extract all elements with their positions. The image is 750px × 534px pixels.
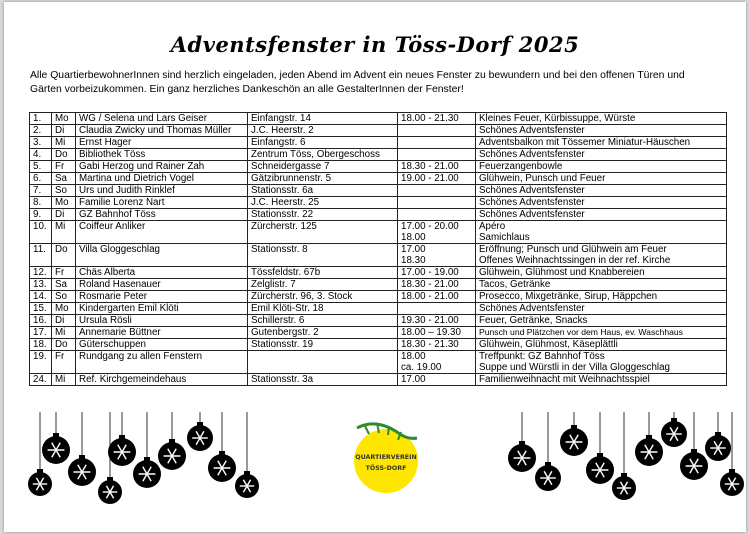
cell-number: 18.	[30, 339, 52, 351]
cell-host: WG / Selena und Lars Geiser	[76, 113, 248, 125]
cell-info: Tacos, Getränke	[476, 279, 727, 291]
cell-address: Einfangstr. 6	[248, 137, 398, 149]
cell-weekday: Fr	[52, 267, 76, 279]
cell-info: Familienweihnacht mit Weihnachtsspiel	[476, 374, 727, 386]
cell-info: Glühwein, Glühmost und Knabbereien	[476, 267, 727, 279]
cell-address: Zelglistr. 7	[248, 279, 398, 291]
calendar-row	[30, 113, 727, 125]
calendar-row	[30, 351, 727, 374]
calendar-row	[30, 339, 727, 351]
cell-host: GZ Bahnhof Töss	[76, 209, 248, 221]
cell-number: 7.	[30, 185, 52, 197]
cell-host: Bibliothek Töss	[76, 149, 248, 161]
cell-host: Claudia Zwicky und Thomas Müller	[76, 125, 248, 137]
cell-number: 14.	[30, 291, 52, 303]
cell-host: Rundgang zu allen Fenstern	[76, 351, 248, 374]
cell-weekday: Di	[52, 125, 76, 137]
cell-info: Glühwein, Glühmost, Käseplättli	[476, 339, 727, 351]
cell-number: 3.	[30, 137, 52, 149]
intro-text	[30, 69, 730, 96]
cell-weekday: Sa	[52, 173, 76, 185]
cell-info: Prosecco, Mixgetränke, Sirup, Häppchen	[476, 291, 727, 303]
cell-weekday: Do	[52, 339, 76, 351]
calendar-row	[30, 197, 727, 209]
cell-host: Ursula Rösli	[76, 315, 248, 327]
cell-address: Stationsstr. 19	[248, 339, 398, 351]
calendar-row	[30, 267, 727, 279]
cell-host: Roland Hasenauer	[76, 279, 248, 291]
cell-host: Martina und Dietrich Vogel	[76, 173, 248, 185]
cell-address: J.C. Heerstr. 25	[248, 197, 398, 209]
cell-time: 18.00 ca. 19.00	[398, 351, 476, 374]
cell-number: 4.	[30, 149, 52, 161]
calendar-row	[30, 125, 727, 137]
cell-info: Glühwein, Punsch und Feuer	[476, 173, 727, 185]
cell-time: 19.00 - 21.00	[398, 173, 476, 185]
ornaments-left	[22, 412, 262, 522]
advent-calendar-table	[29, 112, 727, 386]
cell-address: Gätzibrunnenstr. 5	[248, 173, 398, 185]
cell-weekday: Fr	[52, 351, 76, 374]
cell-time: 18.30 - 21.00	[398, 161, 476, 173]
cell-time: 18.00 - 21.30	[398, 113, 476, 125]
ornament-icon	[705, 412, 731, 461]
cell-number: 1.	[30, 113, 52, 125]
calendar-row	[30, 137, 727, 149]
cell-number: 9.	[30, 209, 52, 221]
cell-number: 15.	[30, 303, 52, 315]
quartierverein-logo	[343, 414, 425, 496]
logo-line-1: QUARTIERVEREIN	[355, 454, 417, 461]
calendar-row	[30, 221, 727, 244]
cell-time	[398, 185, 476, 197]
ornament-icon	[680, 412, 708, 480]
cell-time	[398, 137, 476, 149]
ornament-icon	[158, 412, 186, 470]
cell-info: Schönes Adventsfenster	[476, 197, 727, 209]
ornament-icon	[508, 412, 536, 472]
cell-info: Schönes Adventsfenster	[476, 185, 727, 197]
cell-address: Schneidergasse 7	[248, 161, 398, 173]
cell-time: 18.00 – 19.30	[398, 327, 476, 339]
ornament-icon	[187, 412, 213, 451]
cell-address: Stationsstr. 8	[248, 244, 398, 267]
cell-address: Stationsstr. 6a	[248, 185, 398, 197]
cell-number: 2.	[30, 125, 52, 137]
logo-line-2: TÖSS-DORF	[365, 465, 407, 472]
cell-time: 17.00 - 19.00	[398, 267, 476, 279]
ornament-icon	[208, 412, 236, 482]
ornament-icon	[560, 412, 588, 456]
cell-info: Feuerzangenbowle	[476, 161, 727, 173]
cell-address: Schillerstr. 6	[248, 315, 398, 327]
ornament-icon	[661, 412, 687, 447]
cell-weekday: Mo	[52, 113, 76, 125]
cell-address: Einfangstr. 14	[248, 113, 398, 125]
cell-weekday: Di	[52, 315, 76, 327]
cell-host: Coiffeur Anliker	[76, 221, 248, 244]
cell-weekday: Di	[52, 209, 76, 221]
cell-time	[398, 209, 476, 221]
cell-info: Eröffnung; Punsch und Glühwein am Feuer Offenes Weihnachtssingen in der ref. Kirche	[476, 244, 727, 267]
cell-time	[398, 149, 476, 161]
cell-number: 16.	[30, 315, 52, 327]
cell-time: 19.30 - 21.00	[398, 315, 476, 327]
cell-number: 17.	[30, 327, 52, 339]
cell-address: Zürcherstr. 125	[248, 221, 398, 244]
calendar-row	[30, 244, 727, 267]
calendar-row	[30, 374, 727, 386]
cell-weekday: Mi	[52, 374, 76, 386]
cell-host: Annemarie Büttner	[76, 327, 248, 339]
cell-weekday: Do	[52, 149, 76, 161]
cell-host: Familie Lorenz Nart	[76, 197, 248, 209]
cell-host: Rosmarie Peter	[76, 291, 248, 303]
cell-weekday: Mo	[52, 303, 76, 315]
calendar-row	[30, 173, 727, 185]
calendar-row	[30, 303, 727, 315]
cell-address: Tössfeldstr. 67b	[248, 267, 398, 279]
cell-number: 8.	[30, 197, 52, 209]
ornament-icon	[535, 412, 561, 491]
cell-number: 12.	[30, 267, 52, 279]
intro-line-1: Alle QuartierbewohnerInnen sind herzlich eingeladen, jeden Abend im Advent ein neues Fenster zu bewundern und bei den offenen Türen und	[30, 70, 685, 81]
cell-host: Villa Gloggeschlag	[76, 244, 248, 267]
calendar-row	[30, 161, 727, 173]
cell-weekday: Sa	[52, 279, 76, 291]
cell-number: 6.	[30, 173, 52, 185]
ornament-icon	[68, 412, 96, 486]
cell-address: Emil Klöti-Str. 18	[248, 303, 398, 315]
cell-info: Treffpunkt: GZ Bahnhof Töss Suppe und Würstli in der Villa Gloggeschlag	[476, 351, 727, 374]
calendar-row	[30, 209, 727, 221]
cell-address: J.C. Heerstr. 2	[248, 125, 398, 137]
cell-time: 18.00 - 21.00	[398, 291, 476, 303]
calendar-row	[30, 149, 727, 161]
cell-info: Schönes Adventsfenster	[476, 303, 727, 315]
cell-weekday: Mi	[52, 327, 76, 339]
cell-time	[398, 125, 476, 137]
cell-info: Schönes Adventsfenster	[476, 125, 727, 137]
calendar-row	[30, 327, 727, 339]
cell-time: 17.00	[398, 374, 476, 386]
cell-host: Ernst Hager	[76, 137, 248, 149]
calendar-row	[30, 279, 727, 291]
ornament-icon	[612, 412, 636, 500]
cell-number: 13.	[30, 279, 52, 291]
cell-weekday: So	[52, 185, 76, 197]
cell-weekday: Mi	[52, 221, 76, 244]
calendar-row	[30, 185, 727, 197]
cell-info: Kleines Feuer, Kürbissuppe, Würste	[476, 113, 727, 125]
ornament-icon	[635, 412, 663, 466]
cell-host: Ref. Kirchgemeindehaus	[76, 374, 248, 386]
cell-number: 24.	[30, 374, 52, 386]
page-title: Adventsfenster in Töss-Dorf 2025	[170, 32, 580, 57]
cell-number: 5.	[30, 161, 52, 173]
cell-address: Zentrum Töss, Obergeschoss	[248, 149, 398, 161]
cell-host: Kindergarten Emil Klöti	[76, 303, 248, 315]
cell-time	[398, 303, 476, 315]
cell-host: Urs und Judith Rinklef	[76, 185, 248, 197]
cell-info: Adventsbalkon mit Tössemer Miniatur-Häuschen	[476, 137, 727, 149]
cell-time: 17.00 18.30	[398, 244, 476, 267]
calendar-row	[30, 291, 727, 303]
ornament-icon	[586, 412, 614, 484]
cell-address	[248, 351, 398, 374]
ornament-icon	[133, 412, 161, 488]
cell-address: Stationsstr. 3a	[248, 374, 398, 386]
calendar-row	[30, 315, 727, 327]
ornament-icon	[235, 412, 259, 498]
cell-address: Gutenbergstr. 2	[248, 327, 398, 339]
ornaments-right	[504, 412, 744, 522]
cell-number: 11.	[30, 244, 52, 267]
cell-address: Zürcherstr. 96, 3. Stock	[248, 291, 398, 303]
cell-time: 17.00 - 20.00 18.00	[398, 221, 476, 244]
cell-info: Schönes Adventsfenster	[476, 209, 727, 221]
cell-weekday: So	[52, 291, 76, 303]
cell-weekday: Fr	[52, 161, 76, 173]
cell-info: Feuer, Getränke, Snacks	[476, 315, 727, 327]
cell-weekday: Mo	[52, 197, 76, 209]
cell-weekday: Mi	[52, 137, 76, 149]
intro-line-2: Gärten vorbeizukommen. Ein ganz herzliches Dankeschön an alle GestalterInnen der Fenster!	[30, 83, 464, 95]
cell-info: Apéro Samichlaus	[476, 221, 727, 244]
cell-info: Punsch und Plätzchen vor dem Haus, ev. Waschhaus	[476, 327, 727, 339]
cell-host: Gabi Herzog und Rainer Zah	[76, 161, 248, 173]
cell-time: 18.30 - 21.00	[398, 279, 476, 291]
cell-weekday: Do	[52, 244, 76, 267]
cell-number: 10.	[30, 221, 52, 244]
cell-info: Schönes Adventsfenster	[476, 149, 727, 161]
cell-time	[398, 197, 476, 209]
ornament-icon	[42, 412, 70, 464]
cell-address: Stationsstr. 22	[248, 209, 398, 221]
document-page	[4, 2, 746, 532]
ornament-icon	[108, 412, 136, 466]
cell-number: 19.	[30, 351, 52, 374]
cell-host: Chäs Alberta	[76, 267, 248, 279]
cell-time: 18.30 - 21.30	[398, 339, 476, 351]
cell-host: Güterschuppen	[76, 339, 248, 351]
